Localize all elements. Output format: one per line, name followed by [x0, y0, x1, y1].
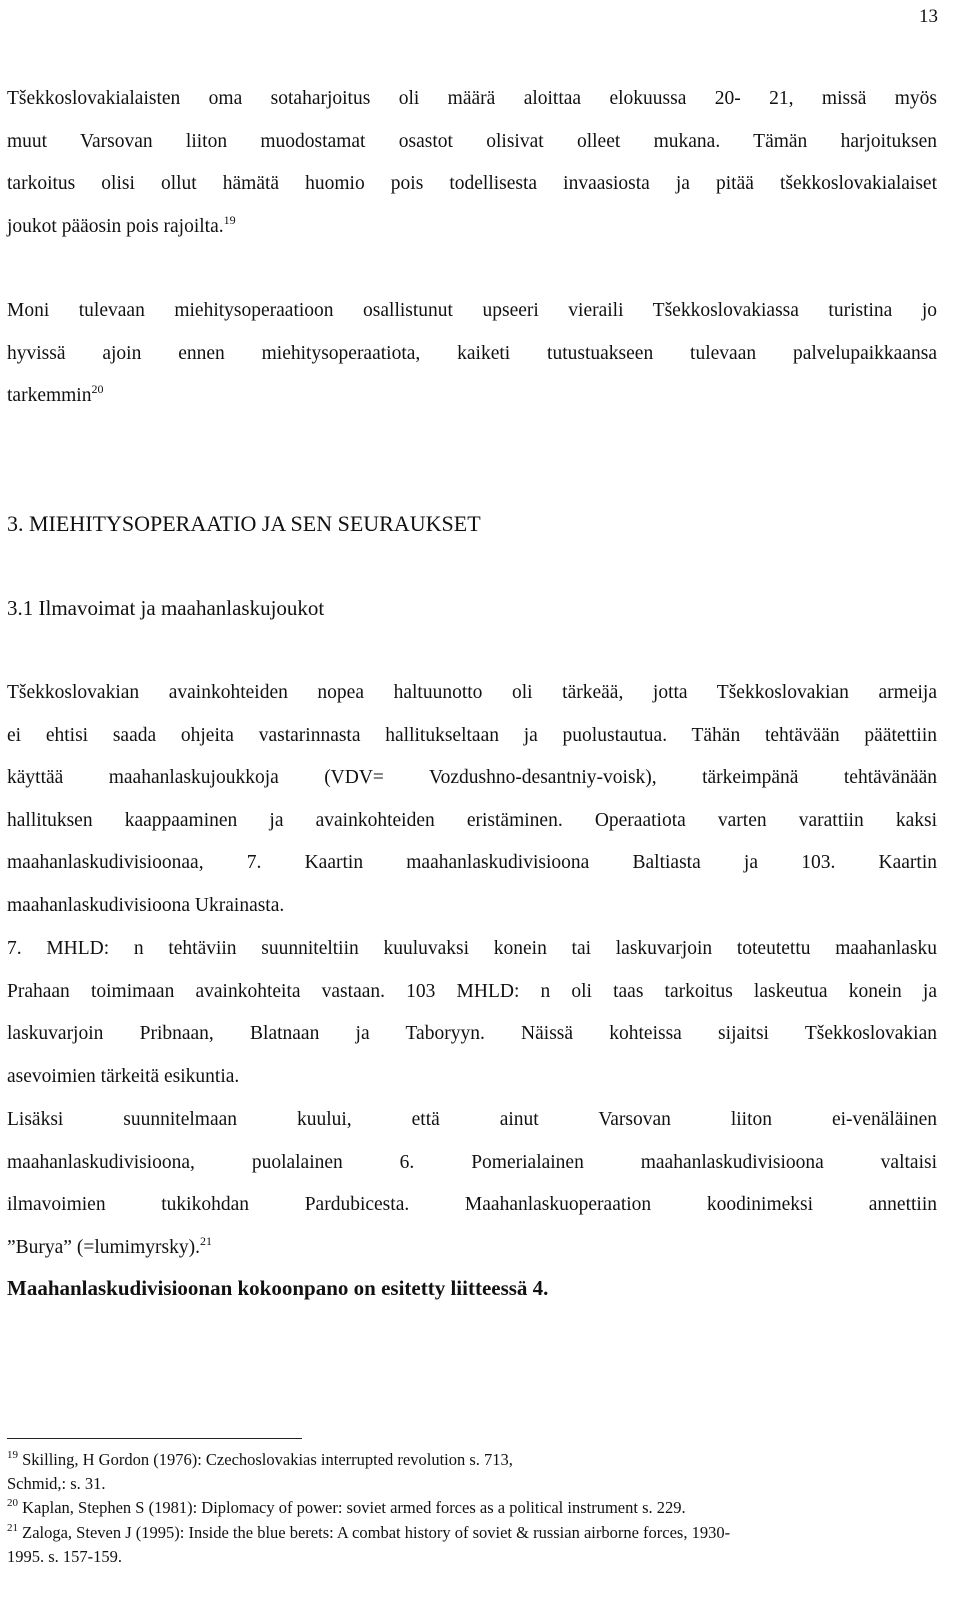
text-line: maahanlaskudivisioona, puolalainen 6. Pomerialainen maahanlaskudivisioona valtaisi: [7, 1151, 937, 1173]
text-line: laskuvarjoin Pribnaan, Blatnaan ja Taboryyn. Näissä kohteissa sijaitsi Tšekkoslovakian: [7, 1023, 937, 1044]
text-line: maahanlaskudivisioonaa, 7. Kaartin maahanlaskudivisioona Baltiasta ja 103. Kaartin: [7, 852, 937, 873]
footnote-text: Skilling, H Gordon (1976): Czechoslovakias interrupted revolution s. 713,: [22, 1450, 513, 1469]
appendix-note: Maahanlaskudivisioonan kokoonpano on esitetty liitteessä 4.: [7, 1276, 549, 1300]
text-line: ei ehtisi saada ohjeita vastarinnasta hallitukseltaan ja puolustautua. Tähän tehtävään päätettiin: [7, 724, 937, 746]
text-line: asevoimien tärkeitä esikuntia.: [7, 1065, 240, 1087]
text-line: käyttää maahanlaskujoukkoja (VDV= Vozdushno-desantniy-voisk), tärkeimpänä tehtävänään: [7, 767, 937, 788]
paragraph-3: [7, 672, 937, 927]
text-line: 7. MHLD: n tehtäviin suunniteltiin kuuluvaksi konein tai laskuvarjoin toteutettu maahanlasku: [7, 938, 937, 959]
text-line: muut Varsovan liiton muodostamat osastot olisivat olleet mukana. Tämän harjoituksen: [7, 130, 937, 152]
footnote-separator: [7, 1438, 302, 1439]
text-line: ”Burya” (=lumimyrsky).$^{21}$: [7, 1233, 212, 1258]
text-line: maahanlaskudivisioona Ukrainasta.: [7, 894, 285, 916]
footnote-number: 19: [7, 1449, 18, 1461]
text-line: Tšekkoslovakian avainkohteiden nopea haltuunotto oli tärkeää, jotta Tšekkoslovakian armeija: [7, 682, 937, 703]
footnote-ref-21[interactable]: 21: [199, 1233, 212, 1248]
text-line: Lisäksi suunnitelmaan kuului, että ainut Varsovan liiton ei-venäläinen: [7, 1109, 937, 1130]
footnote-text: 1995. s. 157-159.: [7, 1547, 123, 1566]
footnote-text: Zaloga, Steven J (1995): Inside the blue berets: A combat history of soviet & russian airborne forces, 1930-: [22, 1523, 731, 1542]
paragraph-4: [7, 928, 937, 1098]
paragraph-2: [7, 290, 937, 418]
footnote-19: [7, 1448, 937, 1496]
text-line: tarkoitus olisi ollut hämätä huomio pois todellisesta invaasiosta ja pitää tšekkoslovakialaiset: [7, 173, 937, 194]
text-line: Tšekkoslovakialaisten oma sotaharjoitus oli määrä aloittaa elokuussa 20- 21, missä myös: [7, 88, 937, 109]
footnote-ref-19[interactable]: 19: [223, 212, 236, 227]
text-line: Prahaan toimimaan avainkohteita vastaan. 103 MHLD: n oli taas tarkoitus laskeutua konein ja: [7, 980, 937, 1002]
subsection-heading: 3.1 Ilmavoimat ja maahanlaskujoukot: [7, 596, 325, 620]
footnote-20: [7, 1496, 937, 1520]
paragraph-5: [7, 1099, 937, 1269]
paragraph-1: [7, 78, 937, 248]
text-line: Moni tulevaan miehitysoperaatioon osallistunut upseeri vieraili Tšekkoslovakiassa turistina jo: [7, 300, 937, 321]
footnote-text: Kaplan, Stephen S (1981): Diplomacy of power: soviet armed forces as a political instrument s. 229.: [22, 1498, 686, 1517]
page-number: 13: [919, 6, 938, 27]
section-heading: 3. MIEHITYSOPERAATIO JA SEN SEURAUKSET: [7, 511, 481, 536]
footnote-number: 21: [7, 1522, 18, 1534]
footnote-ref-20[interactable]: 20: [91, 382, 104, 396]
text-line: tarkemmin$^{20}$: [7, 382, 104, 406]
text-line: hyvissä ajoin ennen miehitysoperaatiota, kaiketi tutustuakseen tulevaan palvelupaikkaansa: [7, 342, 937, 364]
footnote-number: 20: [7, 1497, 18, 1509]
footnote-21: [7, 1521, 937, 1569]
text-line: joukot pääosin pois rajoilta.$^{19}$: [7, 212, 236, 237]
text-line: ilmavoimien tukikohdan Pardubicesta. Maahanlaskuoperaation koodinimeksi annettiin: [7, 1194, 937, 1215]
footnote-text: Schmid,: s. 31.: [7, 1474, 106, 1493]
text-line: hallituksen kaappaaminen ja avainkohteiden eristäminen. Operaatiota varten varattiin kaksi: [7, 809, 937, 831]
